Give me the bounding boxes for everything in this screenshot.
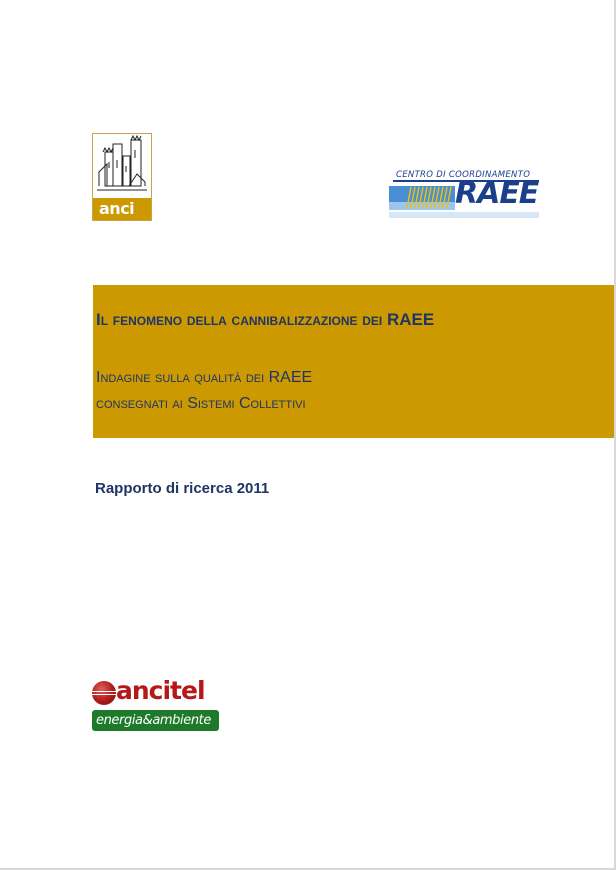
ancitel-logo-word: ancitel	[116, 676, 205, 705]
document-subtitle-line2: consegnati ai Sistemi Collettivi	[96, 395, 306, 412]
raee-logo	[389, 168, 539, 220]
ancitel-logo	[92, 676, 222, 736]
title-band	[93, 285, 614, 438]
document-title: Il fenomeno della cannibalizzazione dei RAEE	[96, 310, 435, 329]
ancitel-tagline: energia&ambiente	[96, 713, 211, 728]
raee-logo-word: RAEE	[455, 176, 539, 211]
report-label: Rapporto di ricerca 2011	[95, 480, 270, 497]
ancitel-tagline-bar	[92, 710, 219, 731]
globe-icon	[92, 681, 116, 705]
document-subtitle-line1: Indagine sulla qualità dei RAEE	[96, 369, 313, 386]
raee-caption: CENTRO DI COORDINAMENTO	[396, 170, 531, 180]
anci-logo-text: anci	[99, 199, 135, 218]
anci-logo	[92, 133, 152, 221]
